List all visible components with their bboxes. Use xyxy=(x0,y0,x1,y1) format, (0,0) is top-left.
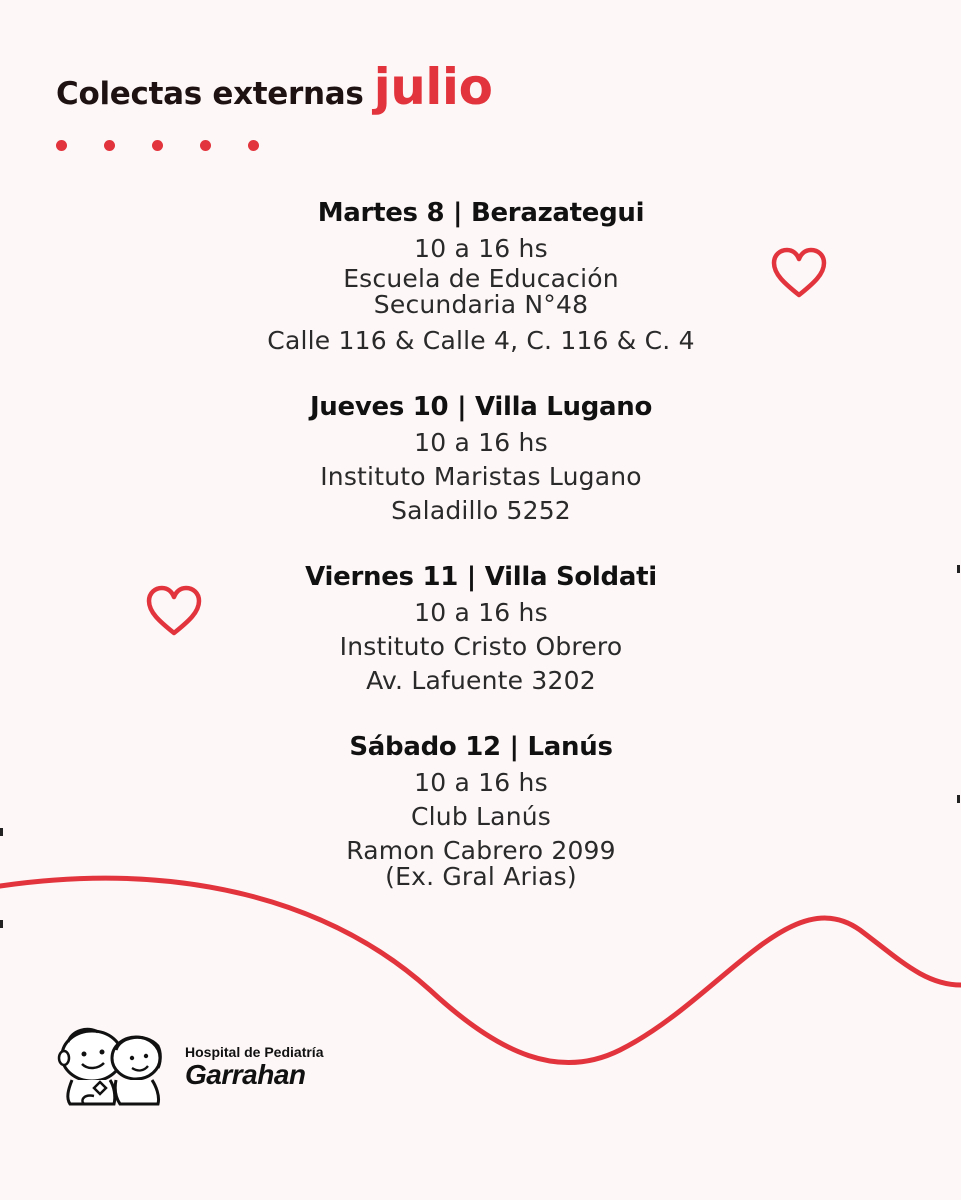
edge-mark xyxy=(0,920,3,928)
dot xyxy=(56,140,67,151)
dot xyxy=(248,140,259,151)
event-title: Jueves 10 | Villa Lugano xyxy=(309,392,653,422)
title-month: julio xyxy=(373,58,493,116)
event-title: Sábado 12 | Lanús xyxy=(349,732,613,762)
dot xyxy=(104,140,115,151)
events-list xyxy=(231,194,731,920)
event-place: Secundaria N°48 xyxy=(373,290,589,319)
event-item xyxy=(231,558,731,698)
event-place: Escuela de Educación xyxy=(343,264,619,293)
edge-mark xyxy=(0,828,3,836)
heart-icon xyxy=(770,247,828,301)
dot-divider xyxy=(56,140,259,151)
hospital-kids-logo-icon xyxy=(54,1024,179,1106)
edge-mark xyxy=(957,795,960,803)
event-item xyxy=(231,194,731,358)
logo-text xyxy=(185,1044,323,1090)
hospital-logo xyxy=(54,1024,323,1106)
event-address: Saladillo 5252 xyxy=(391,496,571,525)
logo-name: Garrahan xyxy=(185,1059,306,1090)
event-item xyxy=(231,728,731,890)
title-main: Colectas externas xyxy=(56,76,364,112)
event-address: Calle 116 & Calle 4, C. 116 & C. 4 xyxy=(267,326,695,355)
heart-icon xyxy=(145,585,203,639)
dot xyxy=(200,140,211,151)
event-address: Av. Lafuente 3202 xyxy=(366,666,596,695)
event-title: Viernes 11 | Villa Soldati xyxy=(305,562,657,592)
logo-subtitle: Hospital de Pediatría xyxy=(185,1044,324,1060)
page-title xyxy=(56,58,492,116)
dot xyxy=(152,140,163,151)
event-item xyxy=(231,388,731,528)
event-title: Martes 8 | Berazategui xyxy=(317,198,645,228)
event-address: (Ex. Gral Arias) xyxy=(385,862,577,891)
event-hours: 10 a 16 hs xyxy=(414,768,548,797)
event-address: Ramon Cabrero 2099 xyxy=(346,836,616,865)
event-place: Instituto Cristo Obrero xyxy=(339,632,623,661)
event-hours: 10 a 16 hs xyxy=(414,234,548,263)
event-place: Club Lanús xyxy=(410,802,552,831)
event-hours: 10 a 16 hs xyxy=(414,598,548,627)
event-hours: 10 a 16 hs xyxy=(414,428,548,457)
event-place: Instituto Maristas Lugano xyxy=(320,462,642,491)
edge-mark xyxy=(957,565,960,573)
